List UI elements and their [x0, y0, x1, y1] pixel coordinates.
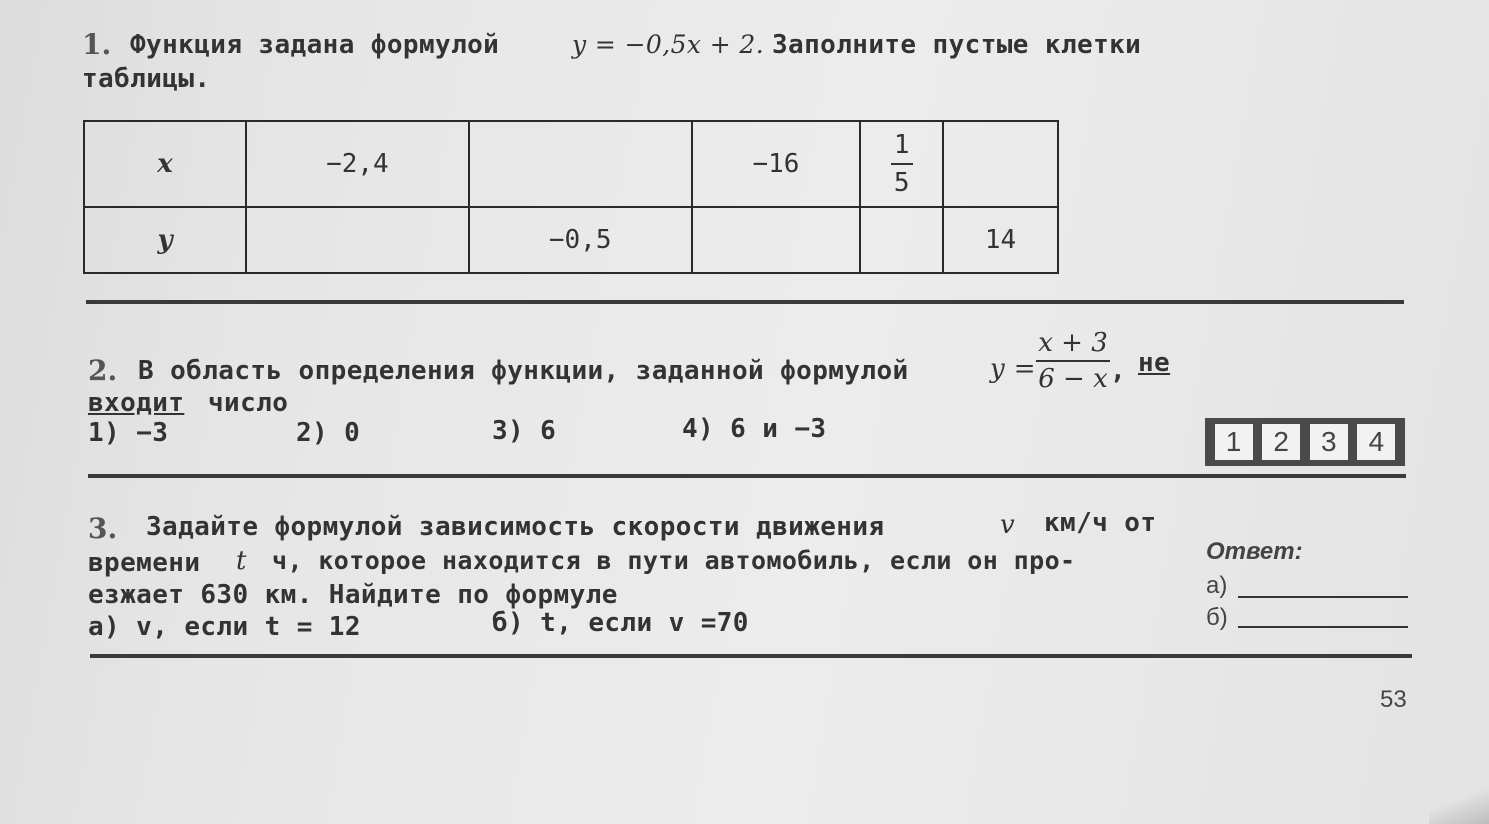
divider	[90, 654, 1412, 658]
task3-text-line1: Задайте формулой зависимость скорости движения	[146, 512, 885, 542]
table-y-cell: −0,5	[469, 207, 692, 273]
task2-text-pre: В область определения функции, заданной формулой	[138, 356, 909, 386]
table-x-label: x	[84, 121, 246, 207]
task2-option-4: 4) 6 и −3	[682, 414, 827, 444]
table-y-cell[interactable]	[246, 207, 469, 273]
answer-choice-4[interactable]: 4	[1357, 424, 1395, 460]
table-x-cell[interactable]	[469, 121, 692, 207]
task3-text-line3: езжает 630 км. Найдите по формуле	[88, 580, 618, 610]
task2-option-3: 3) 6	[492, 416, 557, 446]
task3-part-a: а) v, если t = 12	[88, 612, 361, 642]
task2-fraction	[1036, 328, 1110, 394]
answer-choice-1[interactable]: 1	[1215, 424, 1253, 460]
task2-text-line2: число	[208, 388, 289, 418]
task2-fraction-numerator: x + 3	[1038, 328, 1108, 358]
divider	[88, 474, 1406, 478]
task3-number: 3.	[88, 512, 118, 545]
answer-choice-2[interactable]: 2	[1262, 424, 1300, 460]
task2-option-2: 2) 0	[296, 418, 361, 448]
task2-underlined-word: входит	[88, 388, 185, 418]
table-row-x	[84, 121, 1058, 207]
task1-text-line2: таблицы.	[82, 64, 211, 94]
task3-var-v: v	[1000, 510, 1016, 540]
table-x-cell-fraction	[860, 121, 943, 207]
answer-label: Ответ:	[1206, 538, 1303, 565]
divider	[86, 300, 1404, 304]
task1-formula: y = −0,5x + 2.	[572, 30, 765, 59]
task3-text-line2-pre: времени	[88, 548, 201, 578]
task2-number: 2.	[88, 354, 118, 387]
table-y-label: y	[84, 207, 246, 273]
task2-comma: ,	[1110, 356, 1127, 386]
table-x-cell: −16	[692, 121, 861, 207]
task1-number: 1.	[82, 28, 112, 61]
table-x-cell: −2,4	[246, 121, 469, 207]
page-number: 53	[1380, 686, 1407, 713]
task2-fraction-denominator: 6 − x	[1038, 364, 1108, 394]
answer-a-line[interactable]	[1238, 596, 1408, 598]
fraction-numerator: 1	[893, 130, 910, 160]
table-y-cell[interactable]	[860, 207, 943, 273]
task1-text-pre: Функция задана формулой	[130, 30, 500, 60]
task2-option-1: 1) −3	[88, 418, 169, 448]
answer-b-label: б)	[1206, 604, 1228, 631]
task2-formula-lhs: y =	[990, 354, 1036, 384]
task2-answer-box	[1205, 418, 1405, 466]
table-y-cell[interactable]	[692, 207, 861, 273]
fraction	[891, 130, 913, 198]
table-y-cell: 14	[943, 207, 1058, 273]
task1-text-post: Заполните пустые клетки	[772, 30, 1142, 60]
task3-part-b: б) t, если v =70	[492, 608, 749, 638]
answer-b-line[interactable]	[1238, 626, 1408, 628]
task3-var-t: t	[236, 546, 247, 576]
answer-choice-3[interactable]: 3	[1310, 424, 1348, 460]
task3-unit: км/ч от	[1044, 508, 1157, 538]
fraction-denominator: 5	[893, 168, 910, 198]
task3-text-line2-post: ч, которое находится в пути автомобиль, если он про-	[272, 546, 1076, 575]
answer-a-label: а)	[1206, 572, 1228, 599]
task2-not-word: не	[1138, 348, 1171, 378]
table-x-cell[interactable]	[943, 121, 1058, 207]
task1-table	[83, 120, 1059, 274]
page-shadow	[1429, 784, 1489, 824]
table-row-y	[84, 207, 1058, 273]
